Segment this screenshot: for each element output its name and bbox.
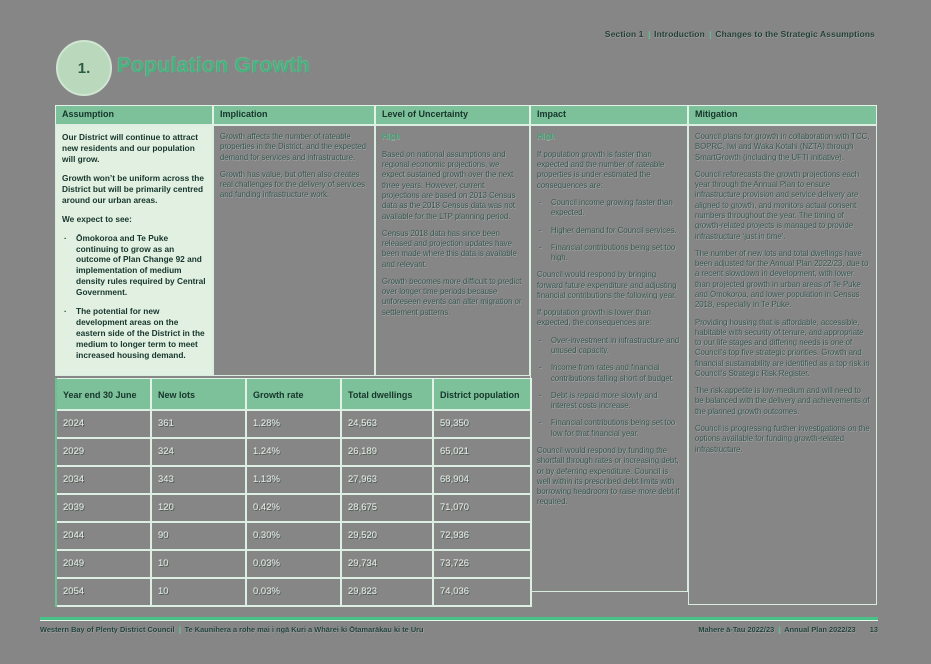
bullet-text: Over-investment in infrastructure and unused capacity. [551,335,680,356]
cell-paragraph: Growth becomes more difficult to predict over longer time periods because unforeseen events can alter migration or settlement patterns. [382,276,522,317]
table-row [57,437,532,465]
table-cell: 68,904 [434,465,532,493]
table-cell: 343 [152,465,247,493]
table-cell: 74,036 [434,577,532,607]
table-row [57,493,532,521]
column-level-of-uncertainty [375,105,530,376]
table-cell: 0.03% [247,549,342,577]
table-body [57,409,532,607]
bullet-marker: · [64,306,67,317]
table-header-row [57,378,532,409]
table-cell: 2039 [57,493,152,521]
table-column-header: New lots [152,378,247,409]
bullet-text: Higher demand for Council services. [551,225,677,235]
column-header: Mitigation [688,105,877,126]
table-cell: 2029 [57,437,152,465]
bullet-marker: - [539,335,542,345]
footer-right [698,625,878,634]
bullet-marker: - [539,242,542,252]
column-body [688,126,877,605]
table-cell: 2054 [57,577,152,607]
column-header: Assumption [55,105,213,126]
table-column-header: Total dwellings [342,378,434,409]
footer-doc-english: Annual Plan 2022/23 [784,625,856,634]
cell-paragraph: The risk appetite is low-medium and will need to be balanced with the delivery and achievements of the planned growth outcomes. [695,386,870,416]
column-mitigation [688,105,877,605]
column-header: Level of Uncertainty [375,105,530,126]
cell-paragraph: Council plans for growth in collaboration with TCC, BOPRC, Iwi and Waka Kotahi (NZTA) through SmartGrowth (including the UFTI initiative). [695,132,870,162]
table-cell: 72,936 [434,521,532,549]
bullet-item [62,306,206,361]
table-cell: 0.03% [247,577,342,607]
table-cell: 90 [152,521,247,549]
cell-paragraph: Council would respond by funding the shortfall through rates or increasing debt, or by deferring expenditure. Council is well within its prescribed debt limits with borrowing headroom to raise more debt if required. [537,446,680,507]
section-number-badge: 1. [56,40,112,96]
table-cell: 29,734 [342,549,434,577]
bullet-marker: - [539,197,542,207]
table-cell: 28,675 [342,493,434,521]
table-cell: 65,021 [434,437,532,465]
population-growth-data-table [55,378,532,607]
breadcrumb-chapter: Introduction [654,29,705,39]
breadcrumb-separator: | [647,29,651,39]
table-cell: 71,070 [434,493,532,521]
bullet-marker: - [539,390,542,400]
bullet-marker: - [539,363,542,373]
cell-paragraph: If population growth is faster than expected and the number of rateable properties is under estimated the consequences are: [537,149,665,190]
table-cell: 26,189 [342,437,434,465]
bullet-text: The potential for new development areas on the eastern side of the District in the medium to longer term to meet increased housing demand. [76,306,205,360]
column-header: Impact [530,105,688,126]
bullet-text: Income from rates and financial contributions falling short of budget. [551,363,675,383]
table-column-header: Growth rate [247,378,342,409]
table-cell: 24,563 [342,409,434,437]
column-body [375,126,530,376]
assumption-matrix-table [55,105,877,605]
cell-paragraph: Council reforecasts the growth projections each year through the Annual Plan to ensure infrastructure provision and service delivery are aligned to growth, and monitors actual consent numbers throughout the year. The timing of growth-related projects is managed to provide infrastructure ‘just in time’. [695,169,860,241]
cell-paragraph: If population growth is lower than expected, the consequences are: [537,308,652,328]
cell-paragraph: Census 2018 data has since been released and projection updates have been made where this data is available and relevant. [382,228,517,269]
cell-paragraph: Council would respond by bringing forward future expenditure and adjusting financial contributions the following year. [537,270,677,300]
table-cell: 59,350 [434,409,532,437]
table-cell: 324 [152,437,247,465]
bullet-item [537,243,681,264]
table-cell: 2024 [57,409,152,437]
table-row [57,549,532,577]
bullet-text: Ōmokoroa and Te Puke continuing to grow as an outcome of Plan Change 92 and implementation of medium density rules required by Central Government. [76,232,206,298]
bullet-item [62,233,206,299]
table-cell: 10 [152,549,247,577]
bullet-marker: · [64,232,67,243]
table-cell: 2044 [57,521,152,549]
page-title: Population Growth [117,54,310,77]
bullet-text: Council income growing faster than expected. [551,197,673,218]
table-cell: 2049 [57,549,152,577]
bullet-text: Financial contributions being set too low for that financial year. [551,418,676,438]
table-row [57,409,532,437]
table-cell: 10 [152,577,247,607]
breadcrumb-section: Section 1 [604,29,644,39]
table-cell: 1.24% [247,437,342,465]
footer-separator: | [778,625,781,634]
table-cell: 73,726 [434,549,532,577]
bullet-item [537,391,681,412]
table-cell: 27,963 [342,465,434,493]
table-row [57,465,532,493]
cell-paragraph: Growth won’t be uniform across the District but will be primarily centred around our urban areas. [62,172,204,205]
column-body [530,126,688,592]
cell-paragraph: Growth has value, but often also creates real challenges for the delivery of services and funding infrastructure work. [220,169,366,200]
footer-doc-maori: Mahere ā-Tau 2022/23 [698,625,775,634]
cell-paragraph: Growth affects the number of rateable properties in the District, and the expected demand for services and infrastructure. [220,132,367,162]
page-footer [40,625,878,634]
footer-divider [40,617,878,621]
footer-motto: Te Kaunihera a rohe mai i ngā Kuri a Whārei ki Ōtamarākau ki te Uru [184,625,424,634]
footer-org: Western Bay of Plenty District Council [40,625,175,634]
bullet-text: Debt is repaid more slowly and interest costs increase. [551,390,658,411]
column-body [55,126,213,376]
column-implication [213,105,375,376]
breadcrumb-topic: Changes to the Strategic Assumptions [715,29,875,39]
breadcrumb [605,29,875,39]
uncertainty-level-label: High [537,132,556,141]
table-column-header: District population [434,378,532,409]
footer-left [40,625,424,634]
column-body [213,126,375,376]
bullet-item [537,336,681,357]
table-cell: 29,520 [342,521,434,549]
breadcrumb-separator: | [708,29,712,39]
uncertainty-level-label: High [382,132,401,141]
bullet-item [537,418,681,439]
bullet-item [537,198,681,219]
column-header: Implication [213,105,375,126]
bullet-marker: - [539,225,542,235]
table-row [57,577,532,607]
cell-paragraph: Our District will continue to attract new residents and our population will grow. [62,132,198,164]
cell-paragraph: Council is progressing further investigations on the options available for funding growth-related infrastructure. [695,424,870,454]
cell-paragraph: Providing housing that is affordable, accessible, habitable with security of tenure, and appropriate to our life stages and differing needs is one of Council’s top five strategic priorities. Growth and financial sustainability are identified as a top risk in Council’s Strategic Risk Register. [695,317,870,378]
page-number: 13 [869,625,878,634]
table-cell: 29,823 [342,577,434,607]
bullet-marker: - [539,418,542,428]
table-cell: 2034 [57,465,152,493]
table-column-header: Year end 30 June [57,378,152,409]
table-cell: 0.30% [247,521,342,549]
table-cell: 1.13% [247,465,342,493]
table-cell: 120 [152,493,247,521]
cell-paragraph: Based on national assumptions and regional economic projections, we expect sustained growth over the next three years. However, current projections are based on 2013 Census data as the 2018 Census data was not available for the LTP planning period. [382,149,516,221]
bullet-item [537,363,681,384]
table-row [57,521,532,549]
cell-paragraph: We expect to see: [62,213,132,224]
column-impact [530,105,688,592]
column-assumption [55,105,213,376]
bullet-item [537,226,681,236]
bullet-text: Financial contributions being set too high. [551,242,676,263]
table-cell: 1.28% [247,409,342,437]
table-cell: 0.42% [247,493,342,521]
table-cell: 361 [152,409,247,437]
footer-separator: | [178,625,181,634]
cell-paragraph: The number of new lots and total dwellings have been adjusted for the Annual Plan 2022/23, due to a recent slowdown in development, with lower than projected growth in urban areas of Te Puke and Ōmokoroa, and lower population in Census 2018, especially in Te Puke. [695,248,869,310]
